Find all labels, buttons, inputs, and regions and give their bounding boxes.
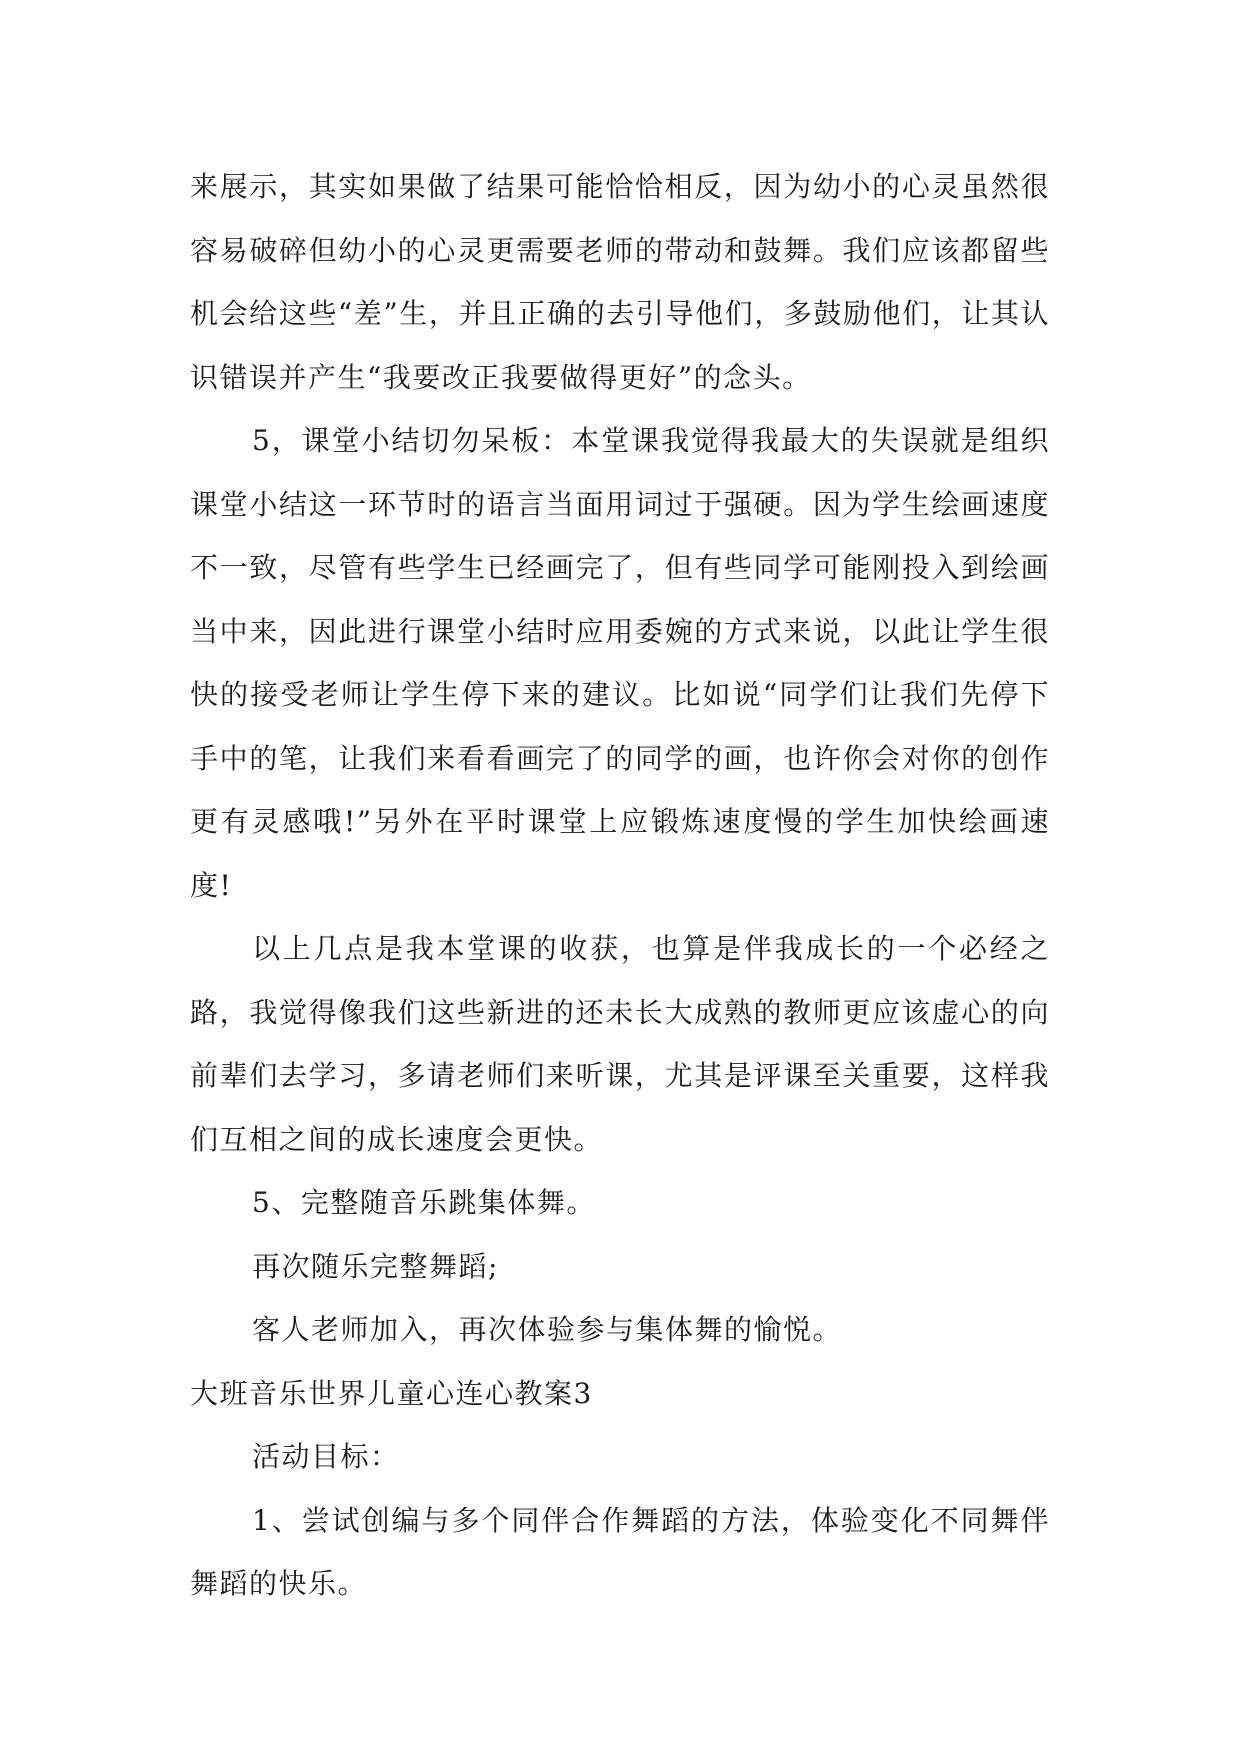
goal-item-1: 1、尝试创编与多个同伴合作舞蹈的方法，体验变化不同舞伴舞蹈的快乐。 [190,1503,1050,1600]
paragraph-step-5: 5、完整随音乐跳集体舞。 [252,1186,596,1219]
document-body [190,155,1050,1616]
paragraph-summary-advice: 5，课堂小结切勿呆板：本堂课我觉得我最大的失误就是组织课堂小结这一环节时的语言当面用词过于强硬。因为学生绘画速度不一致，尽管有些学生已经画完了，但有些同学可能刚投入到绘画当中来，因此进行课堂小结时应用委婉的方式来说，以此让学生很快的接受老师让学生停下来的建议。比如说“同学们让我们先停下手中的笔，让我们来看看画完了的同学的画，也许你会对你的创作更有灵感哦!”另外在平时课堂上应锻炼速度慢的学生加快绘画速度! [190,424,1050,902]
paragraph-repeat-dance: 再次随乐完整舞蹈; [252,1249,499,1283]
section-heading: 大班音乐世界儿童心连心教案3 [190,1376,593,1410]
activity-goals-label: 活动目标： [252,1440,400,1473]
paragraph-reflection: 以上几点是我本堂课的收获，也算是伴我成长的一个必经之路，我觉得像我们这些新进的还未长大成熟的教师更应该虚心的向前辈们去学习，多请老师们来听课，尤其是评课至关重要，这样我们互相之间的成长速度会更快。 [190,932,1050,1156]
paragraph-continuation: 来展示，其实如果做了结果可能恰恰相反，因为幼小的心灵虽然很容易破碎但幼小的心灵更需要老师的带动和鼓舞。我们应该都留些机会给这些“差”生，并且正确的去引导他们，多鼓励他们，让其认识错误并产生“我要改正我要做得更好”的念头。 [190,170,1050,394]
paragraph-guest-teachers: 客人老师加入，再次体验参与集体舞的愉悦。 [252,1313,843,1346]
